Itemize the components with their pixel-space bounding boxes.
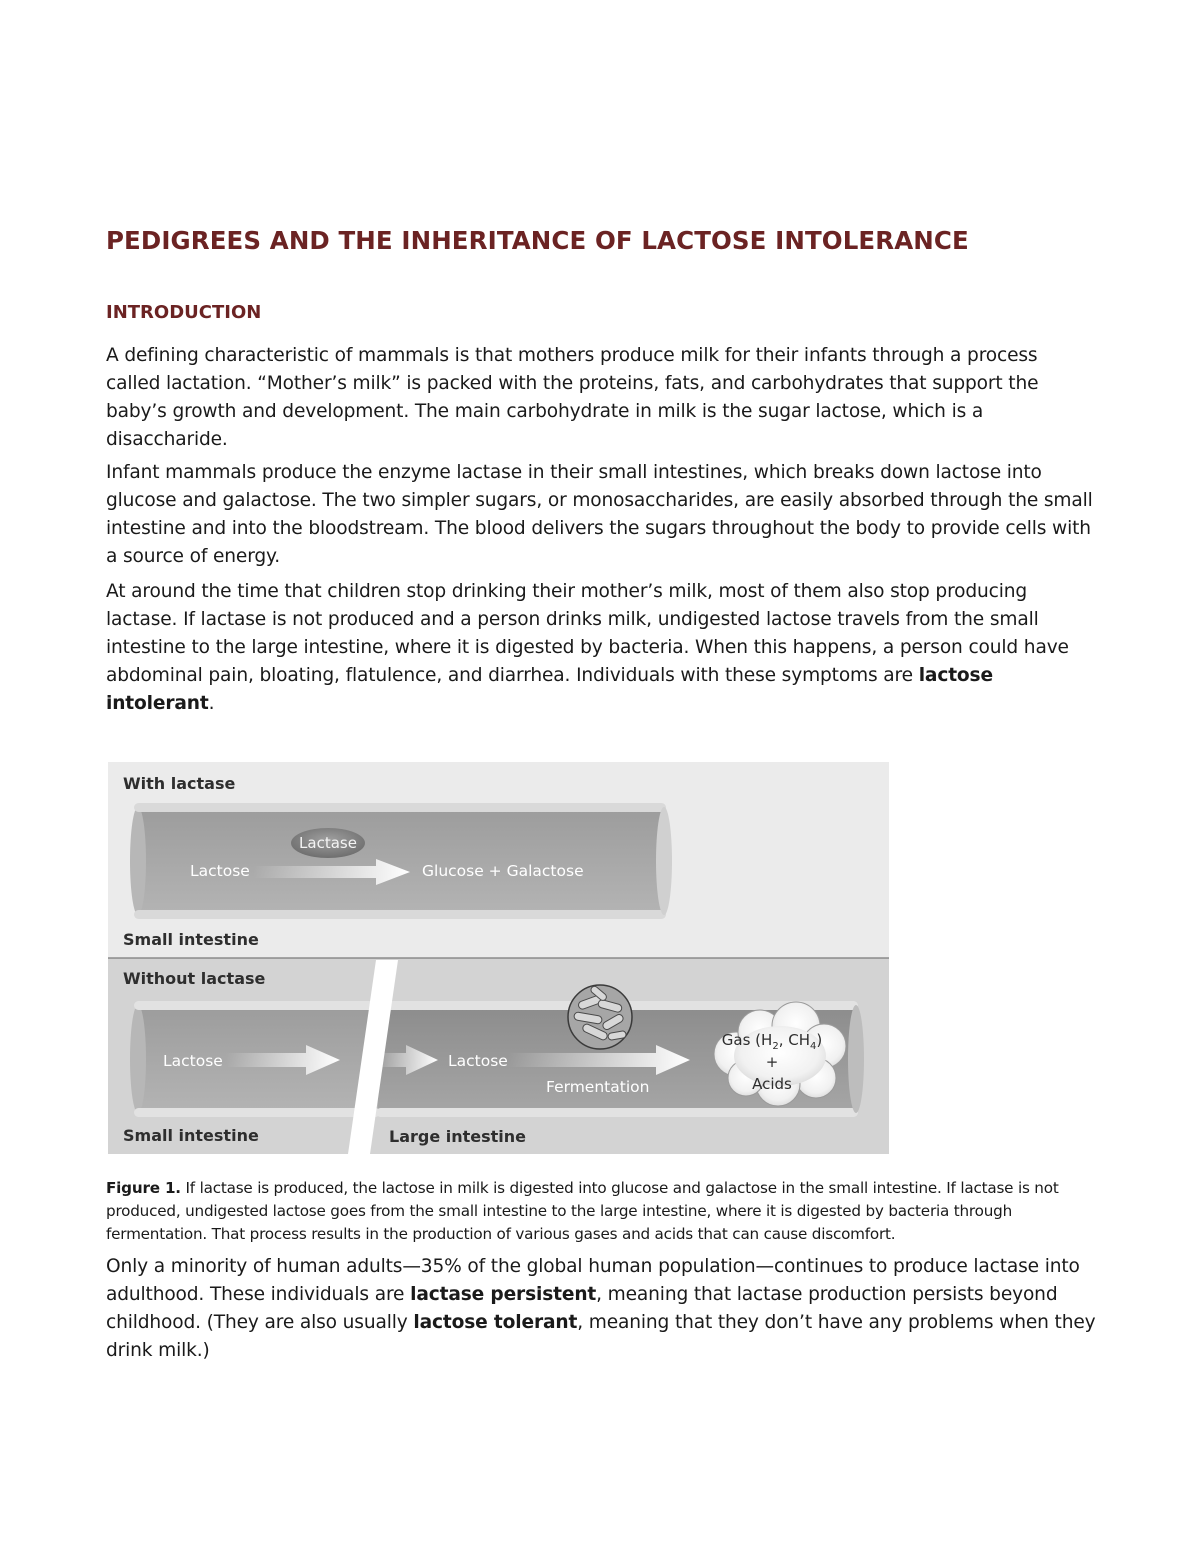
figure-lactose-digestion — [108, 762, 889, 1158]
paragraph-4-text-1: Only a minority of human adults—35% of the global human population—continues to produce lactase into adulthood. These individuals are — [106, 1256, 1080, 1305]
label-acids: Acids — [752, 1075, 792, 1093]
paragraph-4-text-2: , meaning that lactase production persists beyond childhood. (They are also usually — [106, 1284, 1058, 1333]
term-lactose-tolerant: lactose tolerant — [413, 1312, 578, 1333]
paragraph-4-text-3: , meaning that they don’t have any problems when they drink milk.) — [106, 1312, 1096, 1361]
paragraph-3-text: At around the time that children stop drinking their mother’s milk, most of them also stop producing lactase. If lactase is not produced and a person drinks milk, undigested lactose travels from the small intestine to the large intestine, where it is digested by bacteria. When this happens, a person could have abdominal pain, bloating, flatulence, and diarrhea. Individuals with these symptoms are — [106, 581, 1069, 686]
paragraph-3 — [106, 578, 1096, 718]
term-lactose-intolerant: lactose intolerant — [106, 665, 993, 714]
label-gas: Gas ($H_2$, $CH_4$) — [721, 1031, 823, 1052]
label-with-lactase: With lactase — [123, 774, 236, 793]
section-heading-introduction: INTRODUCTION — [106, 302, 262, 323]
label-fermentation: Fermentation — [546, 1078, 650, 1096]
paragraph-1: A defining characteristic of mammals is that mothers produce milk for their infants through a process called lactation. “Mother’s milk” is packed with the proteins, fats, and carbohydrates that support the baby’s growth and development. The main carbohydrate in milk is the sugar lactose, which is a disaccharide. — [106, 345, 1039, 450]
caption-text: If lactase is produced, the lactose in milk is digested into glucose and galactose in the small intestine. If lactase is not produced, undigested lactose goes from the small intestine to the large intestine, where it is digested by bacteria through fermentation. That process results in the production of various gases and acids that can cause discomfort. — [106, 1179, 1059, 1243]
term-lactase-persistent: lactase persistent — [410, 1284, 597, 1305]
label-lactase-enzyme: Lactase — [299, 834, 357, 852]
label-large-intestine: Large intestine — [389, 1127, 527, 1146]
paragraph-4 — [106, 1253, 1096, 1365]
page-title: PEDIGREES AND THE INHERITANCE OF LACTOSE INTOLERANCE — [106, 226, 969, 255]
label-without-lactase: Without lactase — [123, 969, 266, 988]
label-small-intestine-top: Small intestine — [123, 930, 259, 949]
paragraph-3-end: . — [208, 693, 215, 714]
label-lactose-top: Lactose — [190, 862, 250, 880]
label-lactose-small: Lactose — [163, 1052, 223, 1070]
label-small-intestine-bottom: Small intestine — [123, 1126, 259, 1145]
label-glucose-galactose: Glucose + Galactose — [422, 862, 584, 880]
caption-label: Figure 1. — [106, 1179, 181, 1197]
top-intestine-tube — [130, 803, 672, 919]
label-lactose-large: Lactose — [448, 1052, 508, 1070]
label-plus: + — [765, 1053, 779, 1071]
lactose-digestion-diagram — [108, 762, 889, 1154]
paragraph-2: Infant mammals produce the enzyme lactase in their small intestines, which breaks down lactose into glucose and galactose. The two simpler sugars, or monosaccharides, are easily absorbed through the small intestine and into the bloodstream. The blood delivers the sugars throughout the body to provide cells with a source of energy. — [106, 462, 1093, 567]
bacteria-icon — [568, 985, 632, 1049]
figure-caption — [106, 1177, 1096, 1246]
